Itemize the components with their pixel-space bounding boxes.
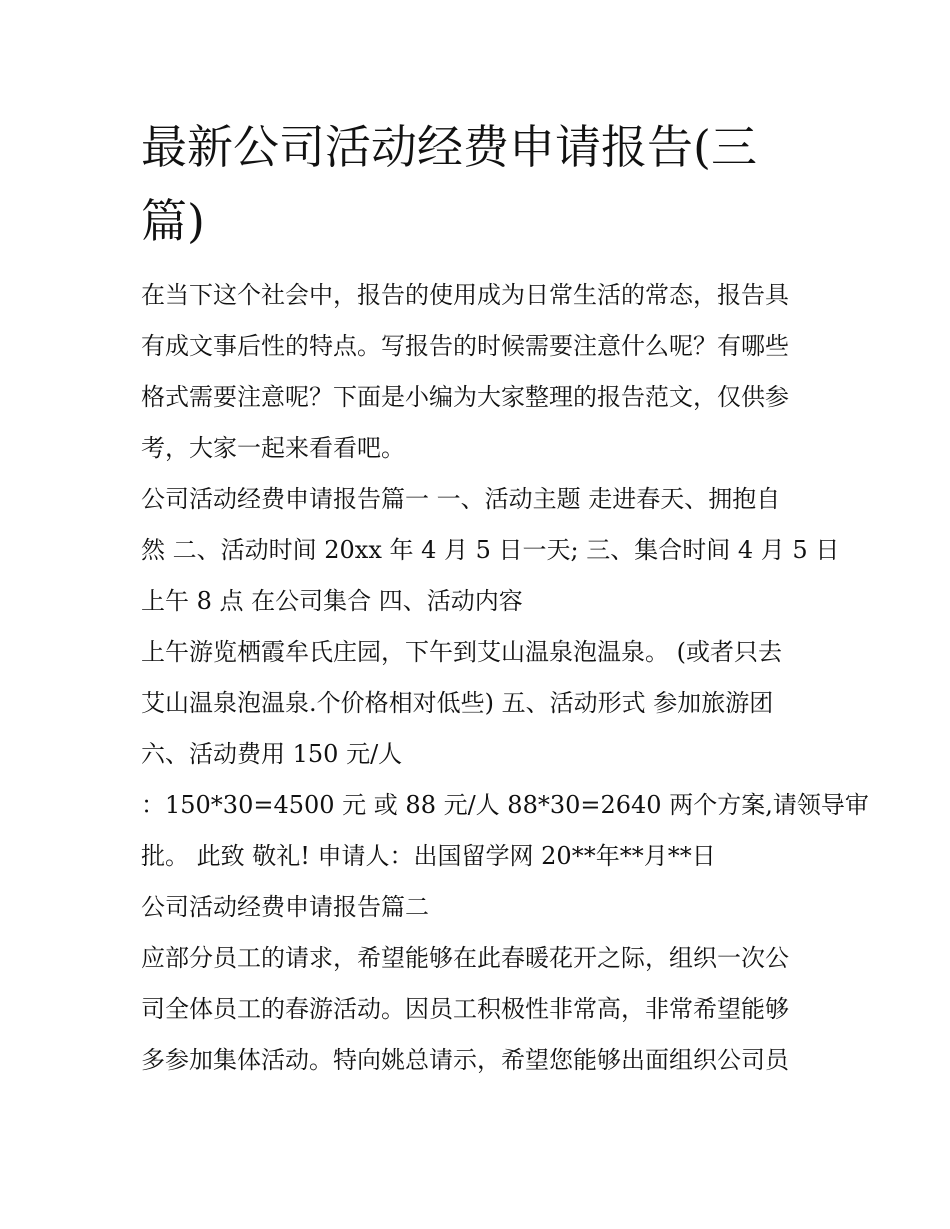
document-title: [141, 110, 813, 258]
paragraph-line: 上午 8 点 在公司集合 四、活动内容: [141, 587, 523, 615]
paragraph-line: 艾山温泉泡温泉.个价格相对低些) 五、活动形式 参加旅游团: [141, 689, 774, 717]
paragraph-line: 公司活动经费申请报告篇一 一、活动主题 走进春天、拥抱自: [141, 485, 781, 513]
title-line: 最新公司活动经费申请报告(三: [141, 120, 757, 174]
paragraph-line: 上午游览栖霞牟氏庄园，下午到艾山温泉泡温泉。 (或者只去: [141, 638, 782, 666]
title-line: 篇): [141, 194, 205, 248]
paragraph-line: 司全体员工的春游活动。因员工积极性非常高，非常希望能够: [141, 995, 789, 1023]
document-body: [141, 270, 869, 1086]
paragraph-line: ：150*30=4500 元 或 88 元/人 88*30=2640 两个方案,请领导审: [141, 791, 869, 819]
paragraph-line: 有成文事后性的特点。写报告的时候需要注意什么呢？有哪些: [141, 332, 789, 360]
paragraph-line: 批。 此致 敬礼! 申请人：出国留学网 20**年**月**日: [141, 842, 716, 870]
paragraph-line: 格式需要注意呢？下面是小编为大家整理的报告范文，仅供参: [141, 383, 789, 411]
paragraph-line: 然 二、活动时间 20xx 年 4 月 5 日一天; 三、集合时间 4 月 5 日: [141, 536, 840, 564]
paragraph-line: 六、活动费用 150 元/人: [141, 740, 403, 768]
paragraph-line: 应部分员工的请求，希望能够在此春暖花开之际，组织一次公: [141, 944, 789, 972]
paragraph-line: 多参加集体活动。特向姚总请示，希望您能够出面组织公司员: [141, 1046, 789, 1074]
paragraph-line: 在当下这个社会中，报告的使用成为日常生活的常态，报告具: [141, 281, 789, 309]
section-heading: 公司活动经费申请报告篇二: [141, 893, 429, 921]
document-page: [141, 110, 869, 1086]
paragraph-line: 考，大家一起来看看吧。: [141, 434, 405, 462]
